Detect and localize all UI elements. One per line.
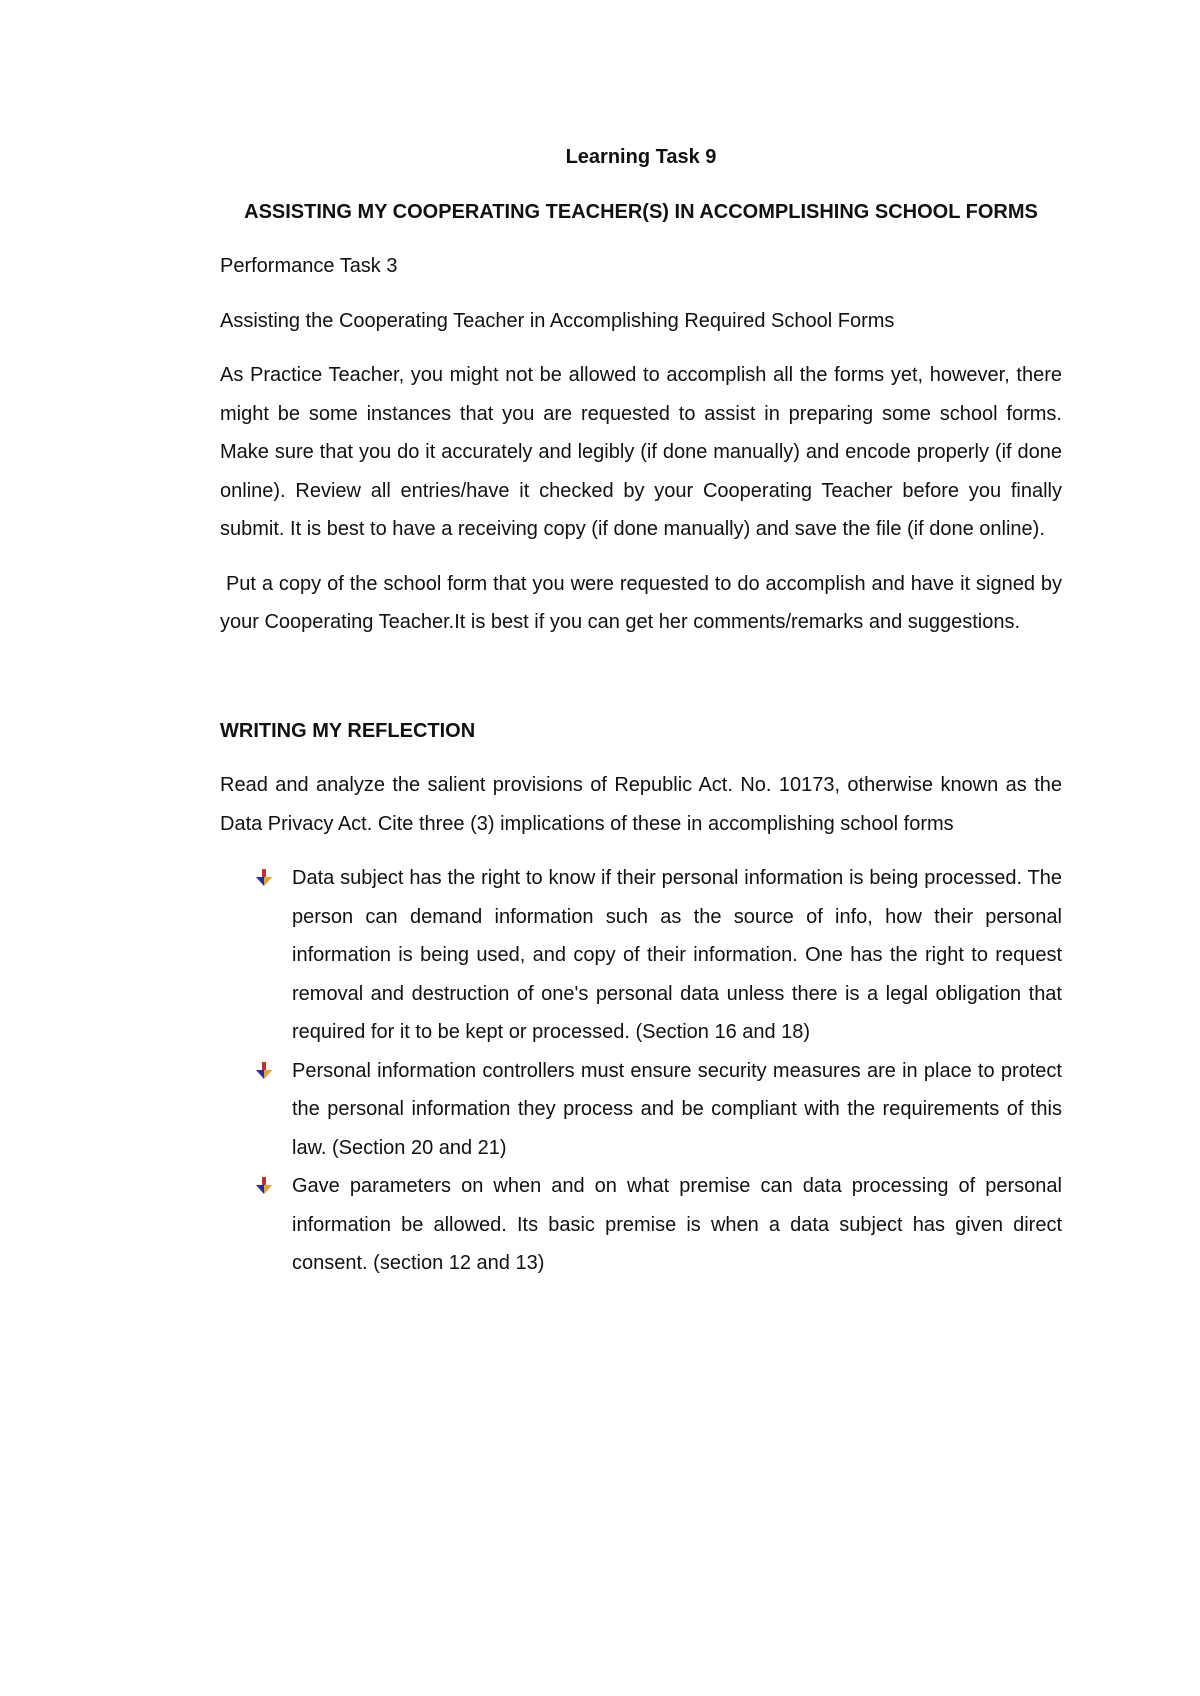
list-item-text: Personal information controllers must ensure security measures are in place to protect the personal information they process and be compliant with the requirements of this law. (Section 20 and 21) xyxy=(292,1059,1062,1159)
learning-task-title: Learning Task 9 xyxy=(565,146,717,168)
arrow-down-bullet-icon xyxy=(255,1062,273,1080)
school-form-paragraph: Put a copy of the school form that you were requested to do accomplish and have it signed by your Cooperating Teacher.It is best if you can get her comments/remarks and suggestions. xyxy=(220,572,1068,633)
performance-task-subtitle: Assisting the Cooperating Teacher in Accomplishing Required School Forms xyxy=(220,309,895,332)
list-item-text: Gave parameters on when and on what premise can data processing of personal information be allowed. Its basic premise is when a data subject has given direct consent. (section 12 and 13) xyxy=(292,1175,1062,1274)
reflection-prompt: Read and analyze the salient provisions of Republic Act. No. 10173, otherwise known as the Data Privacy Act. Cite three (3) implications of these in accomplishing school forms xyxy=(220,774,1062,835)
performance-task-label: Performance Task 3 xyxy=(220,255,398,277)
arrow-down-bullet-icon xyxy=(255,1177,273,1195)
list-item xyxy=(292,1167,1062,1283)
list-item-text: Data subject has the right to know if their personal information is being processed. The person can demand information such as the source of info, how their personal information is being used, and copy of their information. One has the right to request removal and destruction of one's personal data unless there is a legal obligation that required for it to be kept or processed. (Section 16 and 18) xyxy=(292,867,1062,1043)
list-item xyxy=(292,859,1062,1052)
list-item xyxy=(292,1052,1062,1168)
main-title: ASSISTING MY COOPERATING TEACHER(S) IN ACCOMPLISHING SCHOOL FORMS xyxy=(244,200,1038,223)
document-content xyxy=(220,138,1068,1283)
implications-list xyxy=(220,859,1062,1283)
arrow-down-bullet-icon xyxy=(255,869,273,887)
reflection-heading: WRITING MY REFLECTION xyxy=(220,719,476,742)
instructions-paragraph: As Practice Teacher, you might not be allowed to accomplish all the forms yet, however, there might be some instances that you are requested to assist in preparing some school forms. Make sure that you do it accurately and legibly (if done manually) and encode properly (if done online). Review all entries/have it checked by your Cooperating Teacher before you finally submit. It is best to have a receiving copy (if done manually) and save the file (if done online). xyxy=(220,364,1062,540)
